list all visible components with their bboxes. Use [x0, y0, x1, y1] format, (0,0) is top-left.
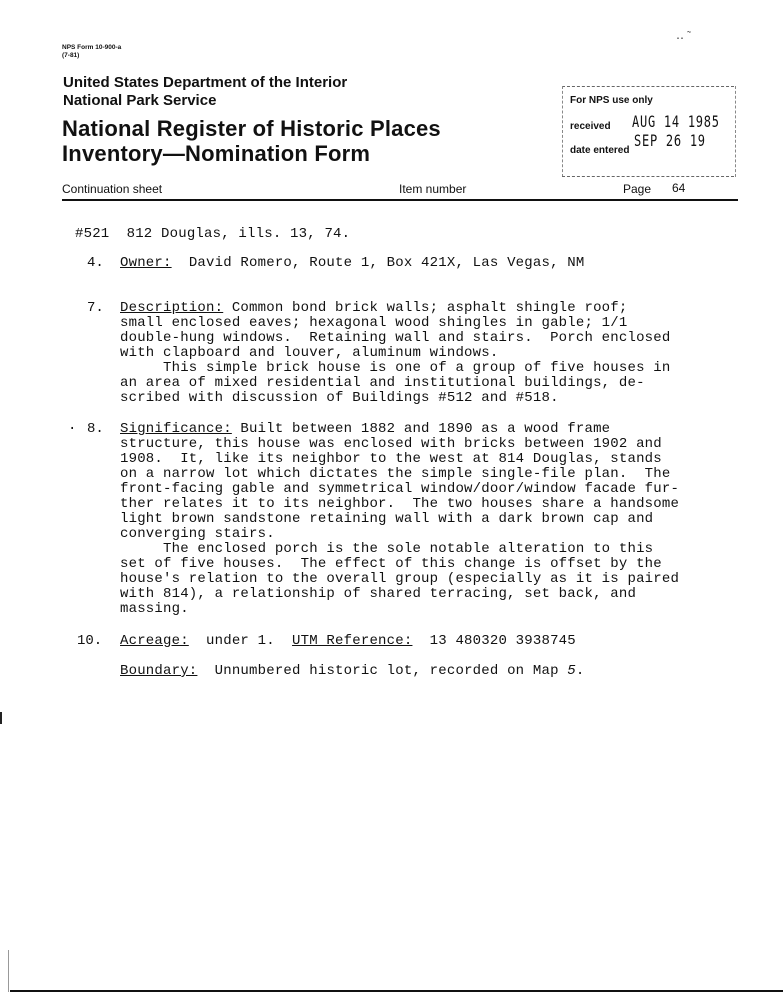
date-entered-label: date entered — [570, 145, 630, 156]
boundary-text: Unnumbered historic lot, recorded on Map — [197, 663, 568, 679]
significance-number: 8. — [87, 421, 104, 437]
corner-smudge: ‥ ˜ — [676, 28, 692, 42]
agency-heading — [63, 74, 347, 110]
description-line: This simple brick house is one of a group of five houses in — [120, 360, 671, 376]
significance-line: structure, this house was enclosed with bricks between 1902 and — [120, 436, 662, 452]
acreage-number: 10. — [77, 633, 103, 649]
title-line-1: National Register of Historic Places — [62, 116, 441, 141]
owner-label: Owner: — [120, 255, 172, 271]
scan-mark — [0, 712, 2, 724]
department-name: United States Department of the Interior — [63, 74, 348, 91]
page-number: 64 — [672, 181, 686, 195]
description-line: double-hung windows. Retaining wall and stairs. Porch enclosed — [120, 330, 671, 346]
acreage-line — [120, 634, 576, 649]
significance-line: 1908. It, like its neighbor to the west at 814 Douglas, stands — [120, 451, 662, 467]
owner-line — [120, 256, 584, 271]
description-line: Common bond brick walls; asphalt shingle roof; — [223, 300, 628, 316]
description-line: with clapboard and louver, aluminum windows. — [120, 345, 499, 361]
owner-number: 4. — [87, 255, 104, 271]
significance-line: light brown sandstone retaining wall with a dark brown cap and — [120, 511, 654, 527]
significance-line: on a narrow lot which dictates the simple single-file plan. The — [120, 466, 671, 482]
description-line: scribed with discussion of Buildings #512 and #518. — [120, 390, 559, 406]
form-date-text: (7-81) — [62, 52, 80, 59]
service-name: National Park Service — [63, 92, 217, 109]
significance-line: The enclosed porch is the sole notable alteration to this — [120, 541, 654, 557]
nps-use-label: For NPS use only — [570, 95, 653, 106]
scan-left-edge — [8, 950, 9, 992]
scan-bottom-edge — [10, 990, 783, 992]
boundary-line: Boundary: Unnumbered historic lot, recorded on Map 5. — [120, 663, 585, 679]
significance-line: front-facing gable and symmetrical window/door/window facade fur- — [120, 481, 680, 497]
owner-text: David Romero, Route 1, Box 421X, Las Vegas, NM — [188, 255, 585, 271]
significance-block — [120, 422, 679, 617]
acreage-value: under 1. — [188, 633, 293, 649]
significance-line: ther relates it to its neighbor. The two houses share a handsome — [120, 496, 680, 512]
boundary-label: Boundary: — [120, 663, 198, 679]
form-number-text: NPS Form 10-900-a — [62, 44, 122, 51]
description-block — [120, 301, 671, 406]
description-line: small enclosed eaves; hexagonal wood shingles in gable; 1/1 — [120, 315, 628, 331]
description-label: Description: — [120, 300, 224, 316]
significance-line: set of five houses. The effect of this change is offset by the — [120, 556, 662, 572]
item-number-label: Item number — [399, 182, 467, 196]
significance-line: with 814), a relationship of shared terracing, set back, and — [120, 586, 637, 602]
form-number — [62, 44, 121, 60]
entry-header: #521 812 Douglas, ills. 13, 74. — [75, 226, 351, 242]
acreage-label: Acreage: — [120, 633, 189, 649]
significance-line: massing. — [120, 601, 189, 617]
nps-box-bottom-border — [562, 176, 734, 177]
continuation-sheet-label: Continuation sheet — [62, 182, 163, 196]
received-label: received — [570, 121, 611, 132]
map-number: 5 — [567, 663, 576, 679]
significance-line: house's relation to the overall group (especially as it is paired — [120, 571, 680, 587]
received-stamp: AUG 14 1985 — [632, 112, 720, 131]
form-title — [62, 116, 441, 166]
page-label: Page — [623, 182, 652, 196]
significance-line: converging stairs. — [120, 526, 275, 542]
significance-line: Built between 1882 and 1890 as a wood frame — [231, 421, 611, 437]
utm-label: UTM Reference: — [292, 633, 413, 649]
header-rule — [62, 199, 738, 201]
utm-value: 13 480320 3938745 — [412, 633, 576, 649]
description-line: an area of mixed residential and institutional buildings, de- — [120, 375, 645, 391]
margin-dot: · — [68, 421, 77, 437]
title-line-2: Inventory—Nomination Form — [62, 141, 371, 166]
entered-stamp: SEP 26 19 — [634, 131, 706, 150]
description-number: 7. — [87, 300, 104, 316]
significance-label: Significance: — [120, 421, 232, 437]
